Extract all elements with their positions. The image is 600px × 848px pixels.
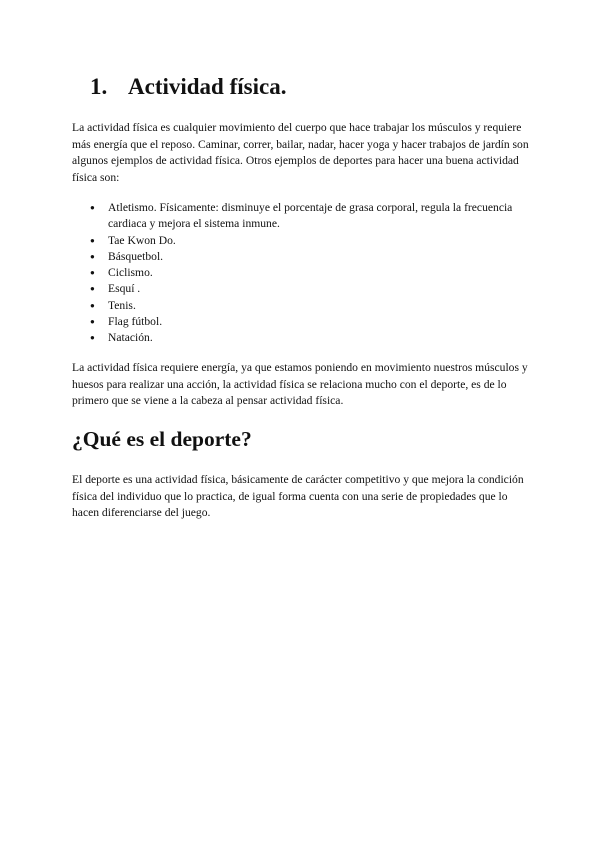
list-item: ● Flag fútbol. xyxy=(90,314,530,330)
list-item: ● Básquetbol. xyxy=(90,249,530,265)
list-item: ● Ciclismo. xyxy=(90,265,530,281)
list-item: ● Atletismo. Físicamente: disminuye el porcentaje de grasa corporal, regula la frecuencia cardiaca y mejora el sistema inmune. xyxy=(90,200,530,233)
heading-number: 1. xyxy=(90,74,108,99)
closing-paragraph: La actividad física requiere energía, ya que estamos poniendo en movimiento nuestros músculos y huesos para realizar una acción, la actividad física se relaciona mucho con el deporte, es de lo primero que se viene a la cabeza al pensar actividad física. xyxy=(72,361,528,408)
list-item: ● Tenis. xyxy=(90,298,530,314)
sports-list xyxy=(90,200,530,347)
list-item: ● Esquí . xyxy=(90,281,530,297)
section-heading-que-es-el-deporte: ¿Qué es el deporte? xyxy=(72,427,252,451)
list-item: ● Natación. xyxy=(90,330,530,346)
heading-title: Actividad física. xyxy=(128,74,287,99)
deporte-paragraph: El deporte es una actividad física, básicamente de carácter competitivo y que mejora la condición física del individuo que lo practica, de igual forma cuenta con una serie de propiedades que lo hacen diferenciarse del juego. xyxy=(72,473,524,520)
intro-paragraph: La actividad física es cualquier movimiento del cuerpo que hace trabajar los músculos y requiere más energía que el reposo. Caminar, correr, bailar, nadar, hacer yoga y hacer trabajos de jardín son algunos ejemplos de actividad física. Otros ejemplos de deportes para hacer una buena actividad física son: xyxy=(72,121,529,184)
section-heading-actividad-fisica xyxy=(90,72,286,102)
list-item: ● Tae Kwon Do. xyxy=(90,233,530,249)
